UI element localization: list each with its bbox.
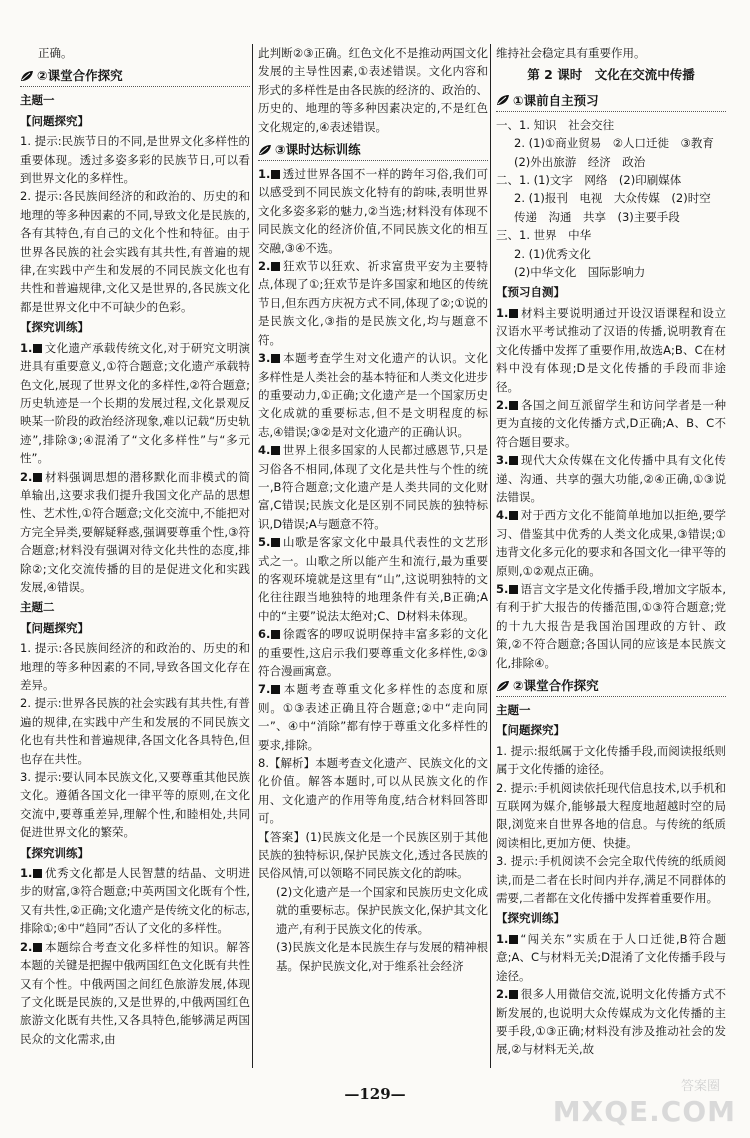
answer-item: [258, 533, 488, 625]
item-number: 1.: [258, 167, 271, 182]
section-heading: [258, 140, 488, 161]
item-text: “闯关东”实质在于人口迁徙,B符合题意;A、C与材料无关;D混淆了文化传播手段与途径。: [496, 931, 726, 983]
answer-item: [496, 580, 726, 672]
column-right: [496, 44, 726, 1059]
bracket-heading: 【问题探究】: [20, 113, 89, 128]
column-divider: [252, 44, 253, 1068]
watermark: MXQE.COM: [552, 1095, 736, 1128]
item-text: 对于西方文化不能简单地加以拒绝,要学习、借鉴其中优秀的人类文化成果,③错误;①违背文化多元化的要求和各国文化一律平等的原则,①②观点正确。: [496, 508, 726, 578]
item-text: 本题综合考查文化多样性的知识。解答本题的关键是把握中俄两国红色文化既有共性又有个性。中俄两国之间红色旅游发展,体现了文化既是民族的,又是世界的,中俄两国红色旅游文化既有共性,又各具特色,能够满足两国民众的文化需求,由: [20, 939, 250, 1046]
answer-item: [20, 468, 250, 597]
bracket-heading: 【探究训练】: [20, 320, 89, 335]
item-text: 很多人用微信交流,说明文化传播方式不断发展的,也说明大众传媒成为文化传播的主要手段,①③正确;材料没有涉及推动社会的发展,②与材料无关,故: [496, 987, 726, 1057]
paragraph: 2. 提示:世界各民族的社会实践有其共性,有普遍的规律,在实践中产生和发展的不同民族文化也有共性和普遍规律,各国文化各具特色,但也存在共性。: [20, 696, 250, 766]
answer-item: [258, 165, 488, 257]
section-heading: [496, 676, 726, 697]
bracket-heading: 【探究训练】: [496, 911, 565, 926]
answer-mark-icon: [271, 538, 280, 547]
paragraph: 一、1. 知识 社会交往: [496, 117, 615, 132]
item-number: 5.: [258, 535, 271, 550]
answer-mark-icon: [271, 354, 280, 363]
item-text: 材料强调思想的潜移默化而非模式的简单输出,这要求我们提升我国文化产品的思想性、艺术性,①符合题意;文化交流中,不能把对方完全异类,要解疑释惑,强调要尊重个性,③符合题意;材料没有强调对待文化共性的态度,排除②;文化交流传播的目的是促进文化和实践发展,④错误。: [20, 469, 250, 594]
paragraph: 8.【解析】本题考查文化遗产、民族文化的文化价值。解答本题时,可以从民族文化的作用、文化遗产的作用等角度,结合材料回答即可。: [258, 756, 488, 826]
answer-mark-icon: [33, 869, 42, 878]
item-text: 山歌是客家文化中最具代表性的文艺形式之一。山歌之所以能产生和流行,最为重要的客观环境就是这里有“山”,这说明独特的文化往往跟当地独特的地理条件有关,B正确;A中的“主要”说法太绝对;C、D材料未体现。: [258, 535, 488, 623]
item-number: 4.: [496, 508, 509, 523]
answer-item: [20, 339, 250, 468]
theme-heading: 主题二: [20, 600, 55, 615]
paragraph: 此判断②③正确。红色文化不是推动两国文化发展的主导性因素,①表述错误。文化内容和形式的多样性是由各民族的经济的、政治的、历史的、地理的等多种因素决定的,不是红色文化规定的,④表述错误。: [258, 46, 488, 134]
answer-mark-icon: [33, 943, 42, 952]
answer-item: [20, 938, 250, 1048]
answer-item: [496, 930, 726, 985]
item-text: 文化遗产承载传统文化,对于研究文明演进具有重要意义,①符合题意;文化遗产承载特色文化,展现了世界文化的多样性,②符合题意;历史轨迹是一个长期的发展过程,文化景观反映某一阶段的政治经济现象,难以记载“历史轨迹”,排除③;④混淆了“文化多样性”与“多元性”。: [20, 340, 250, 466]
paragraph: 传递 沟通 共享 (3)主要手段: [514, 209, 680, 224]
answer-item: [496, 985, 726, 1059]
paragraph: 正确。: [38, 46, 73, 60]
item-number: 1.: [20, 340, 33, 355]
paragraph: 2. (1)报刊 电视 大众传媒 (2)时空: [514, 191, 711, 206]
theme-heading: 主题一: [496, 703, 531, 717]
item-number: 2.: [20, 469, 33, 484]
item-number: 2.: [20, 939, 33, 954]
column-divider: [490, 44, 491, 1068]
item-number: 7.: [258, 682, 271, 697]
paragraph: 2. (1)优秀文化: [514, 246, 591, 261]
section-heading: [20, 66, 250, 87]
item-text: 本题考查学生对文化遗产的认识。文化多样性是人类社会的基本特征和人类文化进步的重要动力,①正确;文化遗产是一个国家历史文化成就的重要标志,但不是文明程度的标志,④错误;③②是对文化遗产的正确认识。: [258, 351, 488, 439]
bracket-heading: 【预习自测】: [496, 285, 565, 300]
paragraph: 1. 提示:民族节日的不同,是世界文化多样性的重要体现。透过多姿多彩的民族节日,可以看到世界文化的多样性。: [20, 134, 250, 186]
answer-mark-icon: [271, 170, 280, 179]
column-left: [20, 44, 250, 1048]
watermark-sub: 答案圈: [680, 1079, 720, 1094]
answer-mark-icon: [33, 344, 42, 353]
item-text: 语言文字是文化传播手段,增加文字版本,有利于扩大报告的传播范围,①③符合题意;党的十九大报告是我国治国理政的方针、政策,②不符合题意;各国认同的应该是本民族文化,排除④。: [496, 581, 726, 670]
answer-mark-icon: [271, 630, 280, 639]
paragraph: 2. (1)①商业贸易 ②人口迁徙 ③教育: [514, 136, 714, 151]
paragraph: 1. 提示:各民族间经济的和政治的、历史的和地理的等多种因素的不同,导致各国文化存在差异。: [20, 641, 250, 692]
item-number: 2.: [496, 397, 509, 412]
item-text: 徐霞客的啰叹说明保持丰富多彩的文化的重要性,这启示我们要尊重文化多样性,②③符合漫画寓意。: [258, 627, 488, 678]
paragraph: (2)外出旅游 经济 政治: [514, 154, 646, 169]
answer-mark-icon: [509, 935, 518, 944]
section-heading: [496, 91, 726, 112]
section-leaf-icon: [20, 70, 34, 82]
item-text: 透过世界各国不一样的跨年习俗,我们可以感受到不同民族文化特有的韵味,表明世界文化多姿多彩的魅力,②当选;材料没有体现不同民族文化的经济价值,不同民族文化的相互交融,③④不选。: [258, 167, 488, 255]
paragraph: 2. 提示:各民族间经济的和政治的、历史的和地理的等多种因素的不同,导致文化是民族的,各有其特色,有自己的文化个性和特征。由于世界各民族的社会实践有其共性,有普遍的规律,在实践中产生和发展的不同民族文化也有共性和普遍规律,文化又是世界的,各民族文化都是世界文化中不可缺少的色彩。: [20, 189, 250, 314]
item-text: 优秀文化都是人民智慧的结晶、文明进步的财富,③符合题意;中英两国文化既有个性,又有共性,②正确;文化遗产是传统文化的标志,排除①;④中“趋同”否认了文化的多样性。: [20, 866, 250, 936]
section-leaf-icon: [496, 94, 510, 106]
answer-item: [496, 451, 726, 506]
paragraph: (3)民族文化是本民族生存与发展的精神根基。保护民族文化,对于维系社会经济: [276, 940, 488, 973]
paragraph: 3. 提示:手机阅读不会完全取代传统的纸质阅读,而是二者在长时间内并存,满足不同群体的需要,二者都在文化传播中发挥着重要作用。: [496, 854, 726, 906]
bracket-heading: 【探究训练】: [20, 845, 89, 860]
paragraph: 3. 提示:要认同本民族文化,又要尊重其他民族文化。遵循各国文化一律平等的原则,在文化交流中,要尊重差异,理解个性,和睦相处,共同促进世界文化的繁荣。: [20, 770, 250, 840]
answer-mark-icon: [271, 685, 280, 694]
paragraph: 1. 提示:报纸属于文化传播手段,而阅读报纸则属于文化传播的途径。: [496, 743, 726, 777]
item-number: 3.: [258, 351, 271, 366]
section-heading-text: ②课堂合作探究: [37, 68, 123, 84]
item-number: 1.: [20, 866, 33, 881]
answer-item: [258, 257, 488, 349]
item-number: 2.: [496, 987, 509, 1002]
section-heading-text: ②课堂合作探究: [513, 678, 599, 693]
answer-mark-icon: [509, 401, 518, 410]
answer-item: [496, 506, 726, 580]
answer-mark-icon: [509, 456, 518, 465]
answer-mark-icon: [271, 262, 280, 271]
answer-mark-icon: [509, 511, 518, 520]
answer-item: [496, 304, 726, 396]
answer-mark-icon: [33, 473, 42, 482]
section-leaf-icon: [258, 144, 272, 156]
section-heading-text: ③课时达标训练: [275, 142, 361, 158]
paragraph: 三、1. 世界 中华: [496, 228, 592, 243]
item-text: 世界上很多国家的人民都过感恩节,只是习俗各不相同,体现了文化是共性与个性的统一,B符合题意;文化遗产是人类共同的文化财富,C错误;民族文化是区别不同民族的独特标识,D错误;A与题意不符。: [258, 443, 488, 531]
answer-item: [258, 441, 488, 533]
item-text: 各国之间互派留学生和访问学者是一种更为直接的文化传播方式,D正确;A、B、C不符合题目要求。: [496, 397, 726, 449]
item-number: 6.: [258, 627, 271, 642]
bracket-heading: 【问题探究】: [496, 723, 565, 738]
section-leaf-icon: [496, 680, 510, 692]
paragraph: 2. 提示:手机阅读依托现代信息技术,以手机和互联网为媒介,能够最大程度地超越时空的局限,浏览来自世界各地的信息。与传统的纸质阅读相比,更加方便、快捷。: [496, 780, 726, 850]
answer-mark-icon: [271, 446, 280, 455]
item-number: 4.: [258, 443, 271, 458]
column-middle: [258, 44, 488, 975]
answer-item: [496, 396, 726, 451]
answer-item: [20, 864, 250, 938]
item-number: 5.: [496, 581, 509, 596]
answer-mark-icon: [509, 585, 518, 594]
item-number: 1.: [496, 305, 509, 320]
answer-item: [258, 349, 488, 441]
bracket-heading: 【问题探究】: [20, 620, 89, 635]
item-text: 本题考查尊重文化多样性的态度和原则。①③表述正确且符合题意;②中“走向同一”、④中“消除”都有悖于尊重文化多样性的要求,排除。: [258, 682, 488, 752]
paragraph: 【答案】(1)民族文化是一个民族区别于其他民族的独特标识,保护民族文化,透过各民族的民俗风情,可以领略不同民族文化的韵味。: [258, 829, 488, 881]
item-text: 现代大众传媒在文化传播中具有文化传递、沟通、共享的强大功能,②④正确,①③说法错误。: [496, 453, 726, 504]
paragraph: 维持社会稳定具有重要作用。: [496, 46, 646, 60]
answer-mark-icon: [509, 990, 518, 999]
item-text: 材料主要说明通过开设汉语课程和设立汉语水平考试推动了汉语的传播,说明教育在文化传播中发挥了重要作用,故选A;B、C在材料中没有体现;D是文化传播的手段而非途径。: [496, 305, 726, 394]
item-number: 1.: [496, 931, 509, 946]
answer-item: [258, 625, 488, 680]
paragraph: (2)中华文化 国际影响力: [514, 265, 646, 280]
item-text: 狂欢节以狂欢、祈求富贵平安为主要特点,体现了①;狂欢节是许多国家和地区的传统节日,但东西方庆祝方式不同,体现了②;①说的是民族文化,③指的是民族文化,均与题意不符。: [258, 259, 488, 347]
item-number: 3.: [496, 453, 509, 468]
paragraph: 二、1. (1)文字 网络 (2)印刷媒体: [496, 173, 682, 188]
page-number: —129—: [344, 1085, 406, 1103]
paragraph: (2)文化遗产是一个国家和民族历史文化成就的重要标志。保护民族文化,保护其文化遗产,有利于民族文化的传承。: [276, 884, 488, 936]
lesson-title: 第 2 课时 文化在交流中传播: [527, 67, 695, 83]
answer-mark-icon: [509, 309, 518, 318]
item-number: 2.: [258, 259, 271, 274]
theme-heading: 主题一: [20, 93, 55, 108]
section-heading-text: ①课前自主预习: [513, 92, 599, 108]
answer-item: [258, 680, 488, 754]
